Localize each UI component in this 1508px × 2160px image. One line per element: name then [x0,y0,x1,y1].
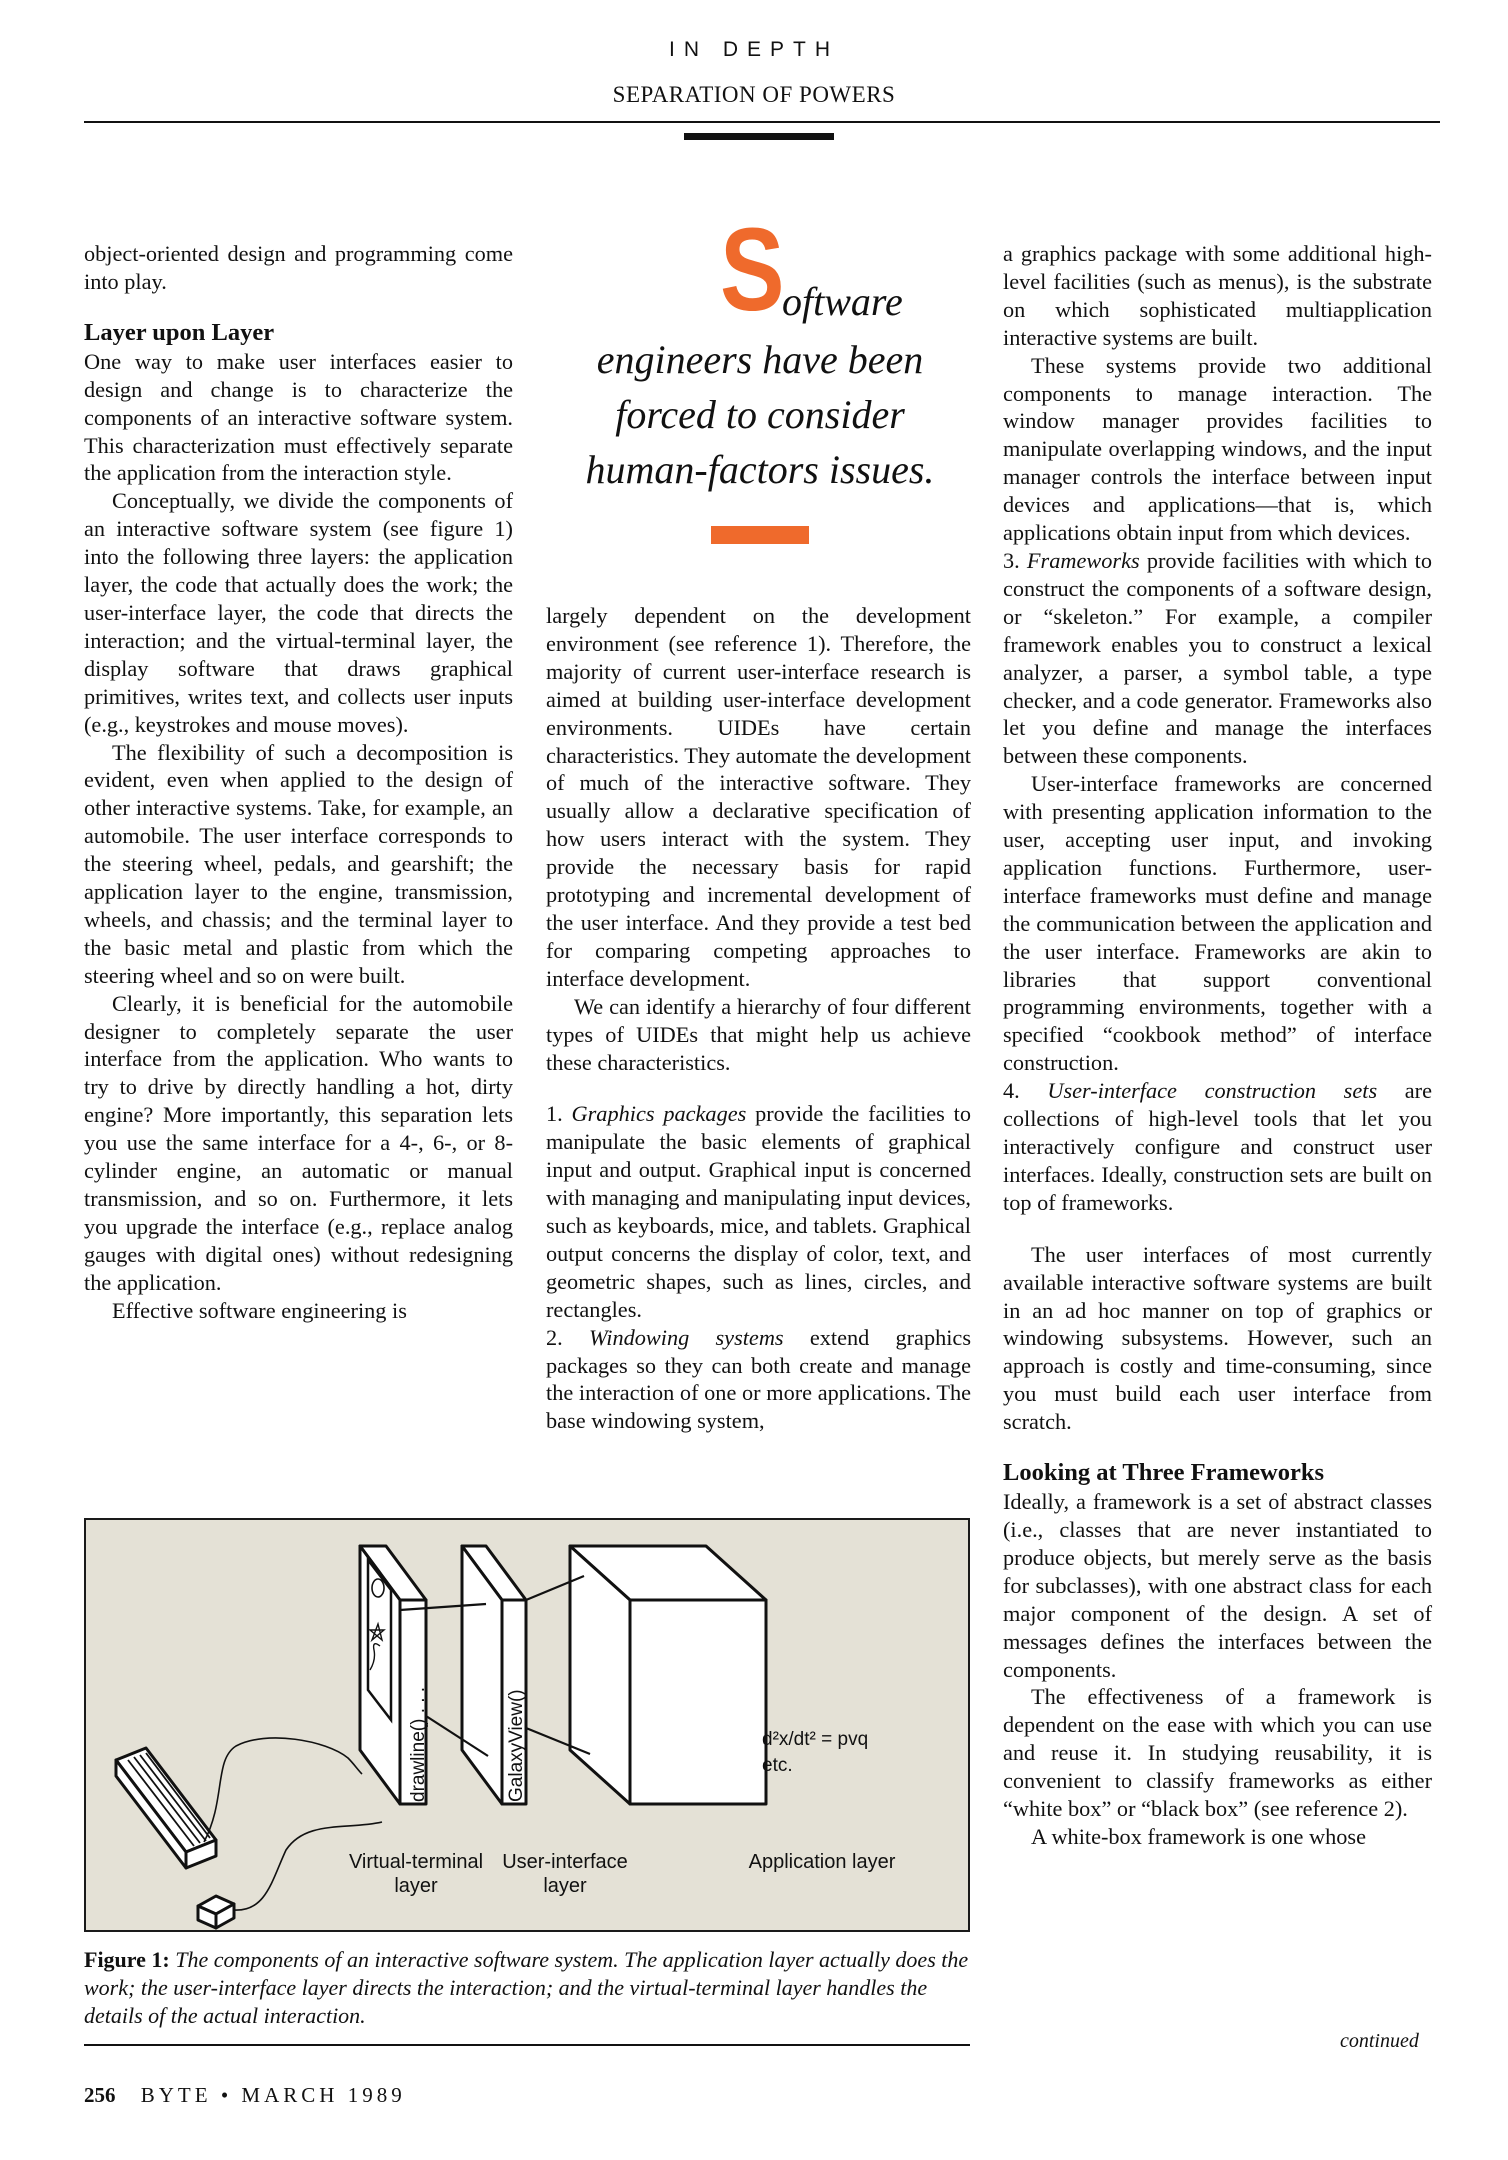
pull-quote-drop-cap: S [720,204,785,336]
paragraph: The effectiveness of a framework is dependent on the ease with which you can use and reuse it. In studying reusability, it is convenient to classify frameworks as either “white box” or “black box” (see reference 2). [1003,1684,1432,1822]
paragraph: Ideally, a framework is a set of abstract classes (i.e., classes that are never instantiated to produce objects, but merely serve as the basis for subclasses), with one abstract class for each major component of the design. A set of messages defines the interfaces between the components. [1003,1489,1432,1682]
caption-divider [84,2044,970,2046]
figure-1-diagram [84,1518,970,1932]
list-item-frameworks: 3. Frameworks provide facilities with which to construct the components of a software design, or “skeleton.” For example, a compiler framework enables you to construct a lexical analyzer, a parser, a symbol table, a type checker, and a code generator. Frameworks also let you define and manage the interfaces between these components. [1003,547,1432,769]
paragraph: One way to make user interfaces easier to design and change is to characterize the components of an interactive software system. This characterization must effectively separate the application from the interaction style. [84,348,513,486]
term: User-interface construction sets [1047,1078,1378,1104]
page-footer [84,2083,406,2108]
left-column [84,240,513,1325]
term: Frameworks [1026,547,1140,573]
list-item-windowing-systems: 2. Windowing systems extend graphics packages so they can both create and manage the interaction of one or more applications. The base windowing system, [546,1324,972,1434]
pull-quote-first-word: oftware [782,279,903,324]
subheading-layer-upon-layer: Layer upon Layer [84,318,275,346]
pull-quote-line: engineers have been [596,337,924,382]
drawline-function-label: drawline() . . . [408,1686,429,1802]
paragraph: A white-box framework is one whose [1031,1823,1366,1849]
paragraph: Conceptually, we divide the components of an interactive software system (see figure 1) into the following three layers: the application layer, the code that actually does the work; the user-interface layer, the code that directs the interaction; and the virtual-terminal layer, the display software that draws graphical primitives, writes text, and collects user inputs (e.g., keystrokes and mouse moves). [84,488,513,737]
header-accent-bar [684,133,834,140]
term: Windowing systems [588,1324,784,1350]
paragraph: largely dependent on the development environment (see reference 1). Therefore, the majority of current user-interface research is aimed at building user-interface development environments. UIDEs have certain characteristics. They automate the development of much of the interactive software. They usually allow a declarative specification of how users interact with the system. They provide the necessary basis for rapid prototyping and incremental development of the user interface. And they provide a test bed for comparing competing approaches to interface development. [546,603,971,991]
vt-layer-label: Virtual-terminal layer [348,1851,484,1897]
paragraph: object-oriented design and programming come into play. [84,241,513,294]
section-kicker: IN DEPTH [668,38,839,61]
paragraph: We can identify a hierarchy of four different types of UIDEs that might help us achieve these characteristics. [546,993,971,1075]
caption-label: Figure 1: [84,1947,170,1972]
paragraph: User-interface frameworks are concerned with presenting application information to the user, accepting user input, and invoking application functions. Furthermore, user-interface frameworks must define and manage the communication between the application and the user interface. Frameworks are akin to libraries that support conventional programming environments, together with a specified “cookbook method” of interface construction. [1003,771,1432,1076]
subheading-three-frameworks: Looking at Three Frameworks [1003,1459,1324,1487]
paragraph: The user interfaces of most currently available interactive software systems are built in an ad hoc manner on top of graphics or windowing subsystems. However, such an approach is costly and time-consuming, since you must build each user interface from scratch. [1003,1241,1432,1435]
section-title: SEPARATION OF POWERS [612,82,896,107]
pull-quote-accent-bar [711,526,809,544]
pull-quote-line: forced to consider [615,392,905,437]
pull-quote-line: human-factors issues. [585,447,935,492]
page-number: 256 [84,2083,116,2107]
figure-caption [84,1946,974,2030]
term: Graphics packages [571,1101,747,1127]
continued-marker: continued [1340,2030,1419,2052]
right-column [1003,240,1432,1851]
galaxyview-function-label: GalaxyView() [506,1689,527,1802]
paragraph: Effective software engineering is [112,1297,407,1323]
middle-column [546,602,971,1435]
list-item-construction-sets: 4. User-interface construction sets are collections of high-level tools that let you interactively configure and construct user interfaces. Ideally, construction sets are built on top of frameworks. [1003,1078,1432,1215]
app-layer-label: Application layer [748,1851,896,1873]
magazine-issue: BYTE • MARCH 1989 [140,2083,406,2107]
paragraph: a graphics package with some additional high-level facilities (such as menus), is the substrate on which sophisticated multiapplication interactive systems are built. [1003,241,1432,350]
application-equation: d²x/dt² = pvq etc. [762,1729,869,1776]
list-item-graphics-packages: 1. Graphics packages provide the facilities to manipulate the basic elements of graphical input and output. Graphical input is concerned with managing and manipulating input devices, such as keyboards, mice, and tablets. Graphical output concerns the display of color, text, and geometric shapes, such as lines, circles, and rectangles. [546,1101,971,1322]
paragraph: The flexibility of such a decomposition is evident, even when applied to the design of other interactive systems. Take, for example, an automobile. The user interface corresponds to the steering wheel, pedals, and gearshift; the application layer to the engine, transmission, wheels, and chassis; and the terminal layer to the basic metal and plastic from which the steering wheel and so on were built. [84,739,513,988]
paragraph: Clearly, it is beneficial for the automobile designer to completely separate the user interface from the application. Who wants to try to drive by directly handling a hot, dirty engine? More importantly, this separation lets you use the same interface for a 4-, 6-, or 8-cylinder engine, an automatic or manual transmission, and so on. Furthermore, it lets you upgrade the interface (e.g., replace analog gauges with digital ones) without redesigning the application. [84,990,513,1295]
caption-text: The components of an interactive software system. The application layer actually does the work; the user-interface layer directs the interaction; and the virtual-terminal layer handles the details of the actual interaction. [84,1947,969,2028]
header-divider [84,121,1440,123]
ui-layer-label: User-interface layer [502,1851,628,1897]
paragraph: These systems provide two additional components to manage interaction. The window manager provides facilities to manipulate overlapping windows, and the input manager controls the interface between input devices and applications—that is, which applications obtain input from which devices. [1003,352,1432,546]
